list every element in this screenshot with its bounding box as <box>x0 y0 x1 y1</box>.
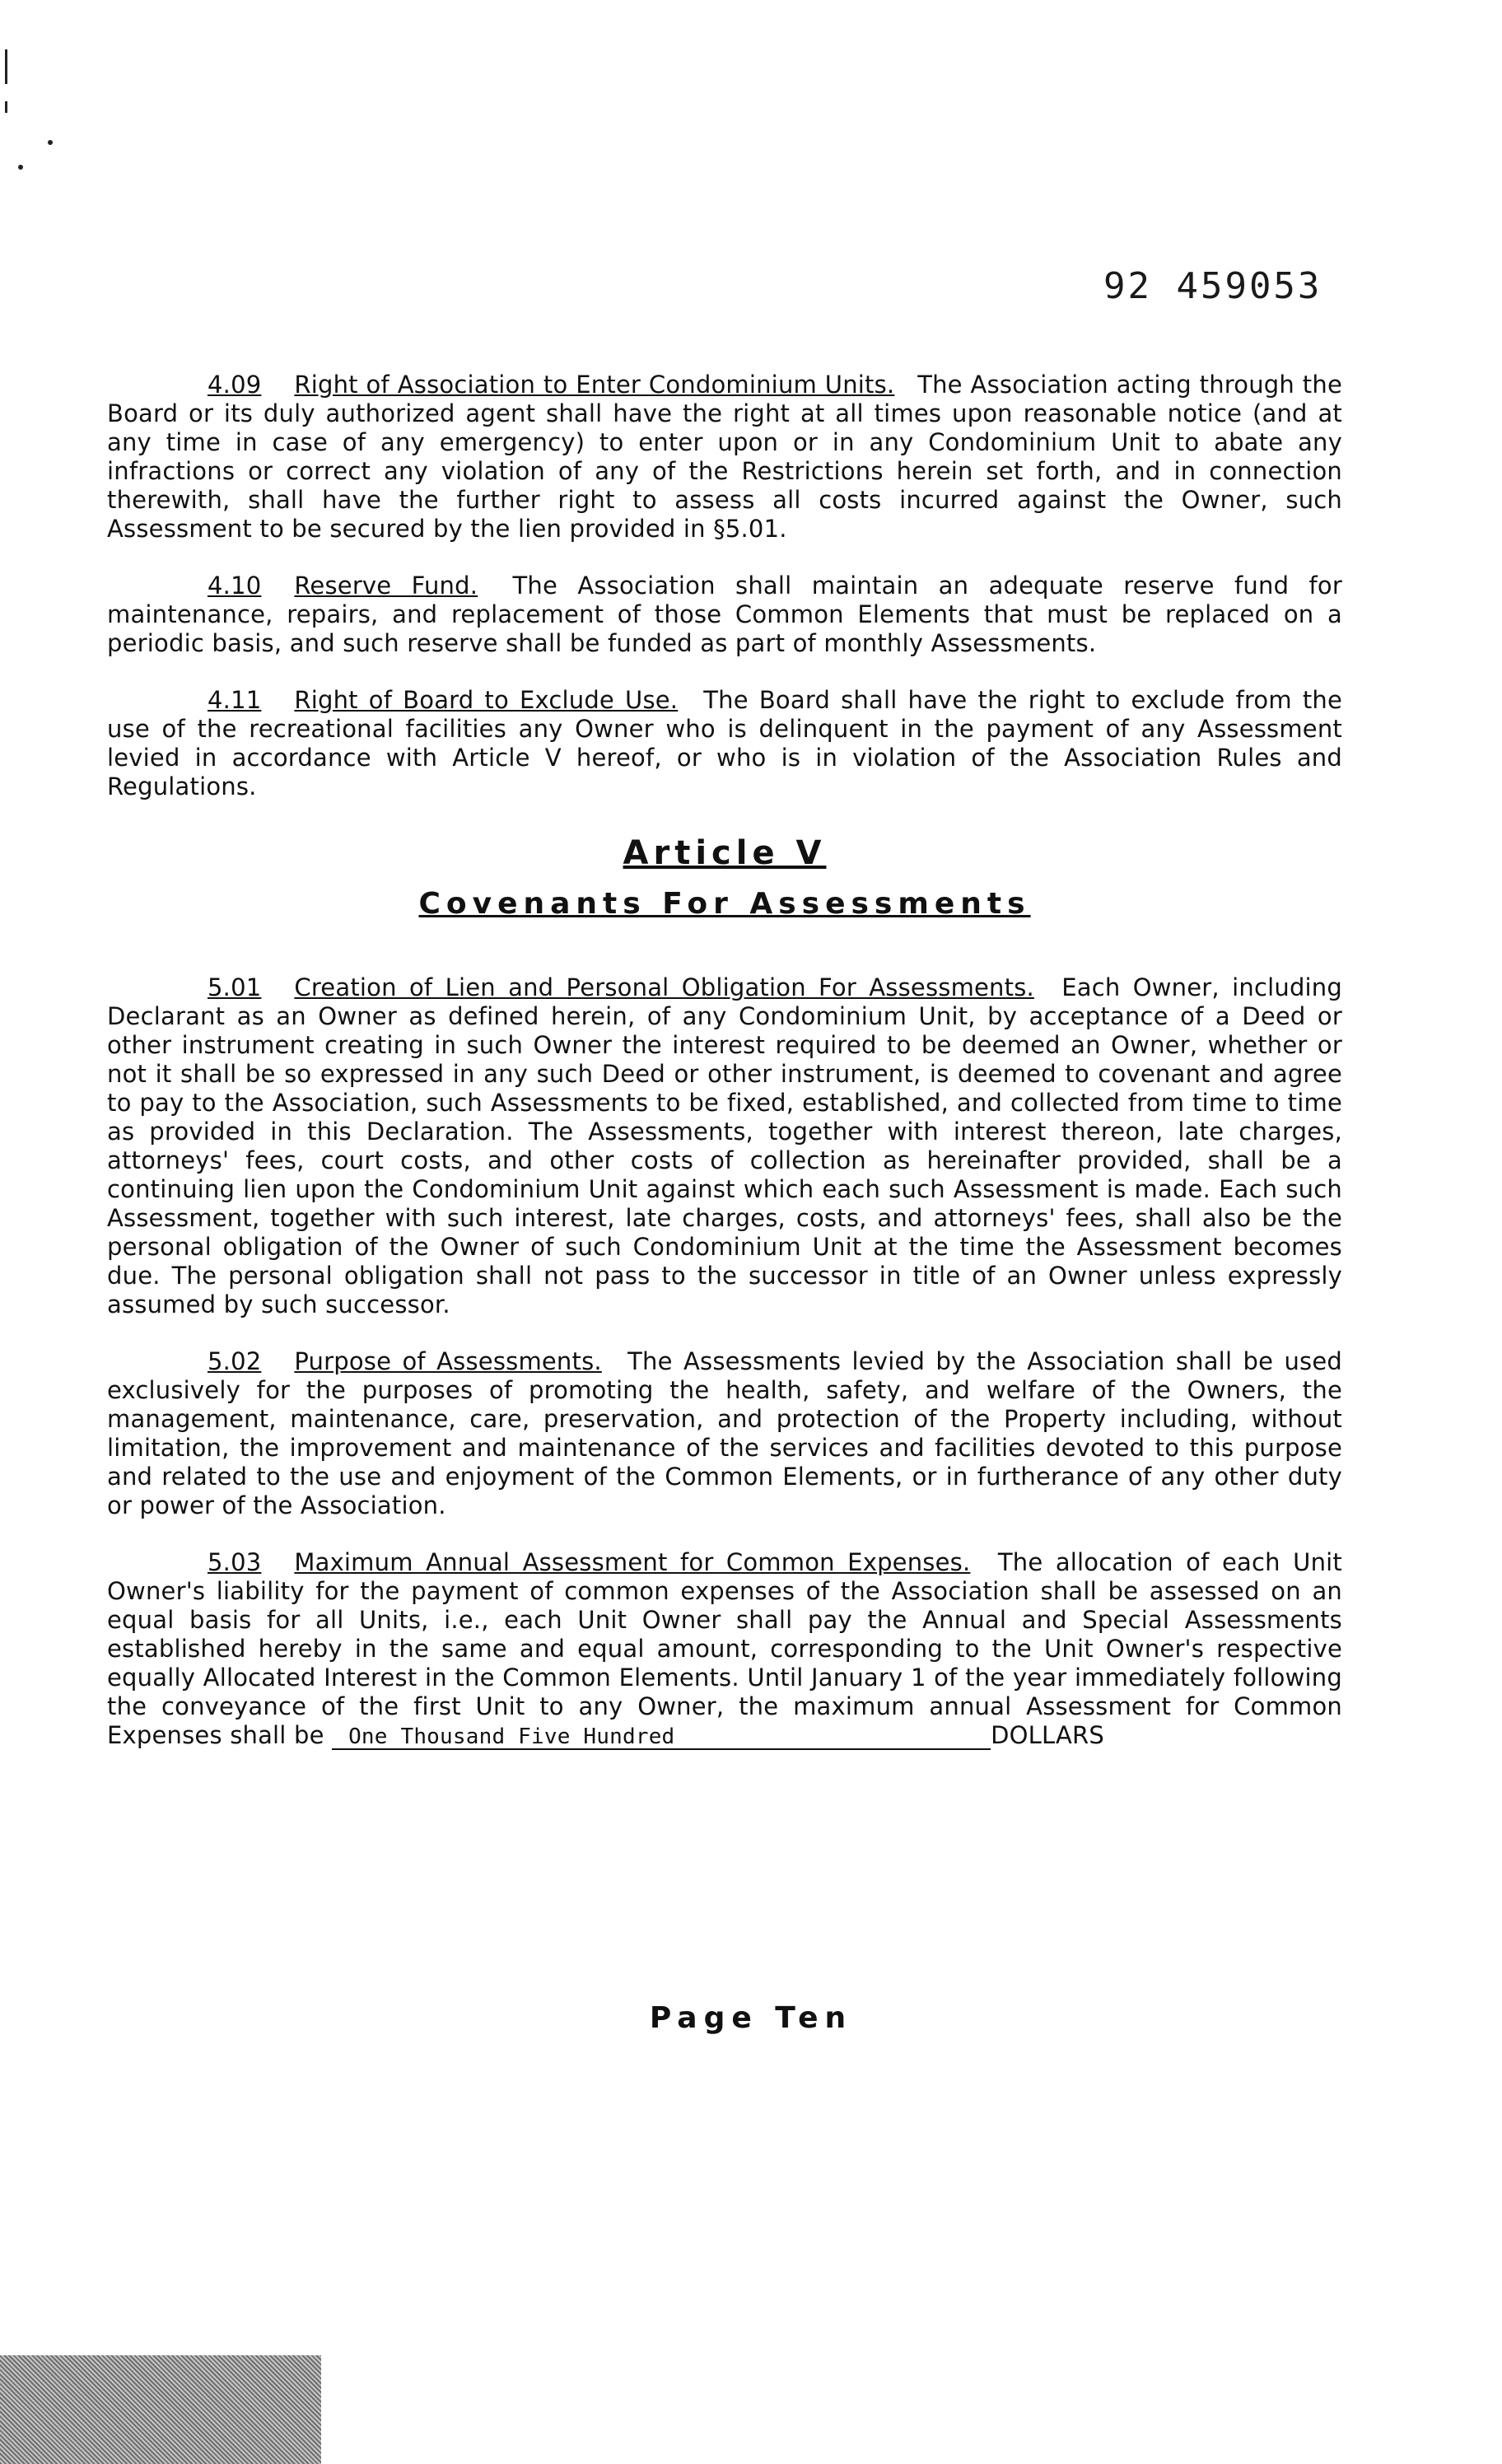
section-heading: Creation of Lien and Personal Obligation For Assessments. <box>294 973 1034 1001</box>
document-number: 92 459053 <box>1103 265 1322 307</box>
section-heading: Right of Association to Enter Condominium Units. <box>294 371 895 399</box>
section-number: 4.11 <box>208 686 262 714</box>
section-text: The Association shall maintain an adequate reserve fund for maintenance, repairs, and replacement of those Common Elements that must be replaced on a periodic basis, and such reserve shall be funded as part of monthly Assessments. <box>107 572 1343 657</box>
margin-scan-dot <box>18 165 23 170</box>
section-4-11 <box>107 686 1342 801</box>
margin-scan-mark <box>5 49 7 165</box>
document-body <box>107 371 1342 1778</box>
section-text: The Assessments levied by the Association shall be used exclusively for the purposes of promoting the health, safety, and welfare of the Owners, the management, maintenance, care, preservation, and protection of the Property including, without limitation, the improvement and maintenance of the services and facilities devoted to this purpose and related to the use and enjoyment of the Common Elements, or in furtherance of any other duty or power of the Association. <box>107 1347 1343 1519</box>
section-5-01 <box>107 973 1342 1319</box>
section-heading: Reserve Fund. <box>294 572 478 600</box>
section-text: Each Owner, including Declarant as an Owner as defined herein, of any Condominium Unit, by acceptance of a Deed or other instrument creating in such Owner the interest required to be deemed an Owner, whether or not it shall be so expressed in any such Deed or other instrument, is deemed to covenant and agree to pay to the Association, such Assessments to be fixed, established, and collected from time to time as provided in this Declaration. The Assessments, together with interest thereon, late charges, attorneys' fees, court costs, and other costs of collection as hereinafter provided, shall be a continuing lien upon the Condominium Unit against which each such Assessment is made. Each such Assessment, together with such interest, late charges, costs, and attorneys' fees, shall also be the personal obligation of the Owner of such Condominium Unit at the time the Assessment becomes due. The personal obligation shall not pass to the successor in title of an Owner unless expressly assumed by such successor. <box>107 973 1342 1318</box>
section-5-02 <box>107 1347 1342 1520</box>
section-number: 5.03 <box>208 1548 262 1576</box>
section-text: The Board shall have the right to exclude from the use of the recreational facilities any Owner who is delinquent in the payment of any Assessment levied in accordance with Article V hereof, or who is in violation of the Association Rules and Regulations. <box>107 686 1343 800</box>
article-title: Article V <box>623 834 827 872</box>
assessment-amount-field: One Thousand Five Hundred <box>332 1725 991 1750</box>
section-number: 4.09 <box>208 371 262 399</box>
section-text: The allocation of each Unit Owner's liability for the payment of common expenses of the Association shall be assessed on an equal basis for all Units, i.e., each Unit Owner shall pay the Annual and Special Assessments established hereby in the same and equal amount, corresponding to the Unit Owner's respective equally Allocated Interest in the Common Elements. Until January 1 of the year immediately following the conveyance of the first Unit to any Owner, the maximum annual Assessment for Common Expenses shall be <box>107 1548 1342 1749</box>
section-heading: Right of Board to Exclude Use. <box>294 686 679 714</box>
section-number: 5.02 <box>208 1347 262 1375</box>
section-4-09 <box>107 371 1342 544</box>
scan-artifact <box>0 2355 321 2464</box>
section-heading: Purpose of Assessments. <box>294 1347 602 1375</box>
page-footer: Page Ten <box>649 2001 853 2035</box>
section-4-10 <box>107 572 1342 658</box>
section-number: 5.01 <box>208 973 262 1001</box>
article-subtitle: Covenants For Assessments <box>418 887 1031 921</box>
section-5-03 <box>107 1548 1342 1750</box>
amount-suffix: DOLLARS <box>991 1721 1104 1749</box>
margin-scan-dot <box>48 140 53 145</box>
section-text: The Association acting through the Board or its duly authorized agent shall have the right at all times upon reasonable notice (and at any time in case of any emergency) to enter upon or in any Condominium Unit to abate any infractions or correct any violation of any of the Restrictions herein set forth, and in connection therewith, shall have the further right to assess all costs incurred against the Owner, such Assessment to be secured by the lien provided in §5.01. <box>107 371 1343 543</box>
section-heading: Maximum Annual Assessment for Common Expenses. <box>294 1548 971 1576</box>
section-number: 4.10 <box>208 572 262 600</box>
